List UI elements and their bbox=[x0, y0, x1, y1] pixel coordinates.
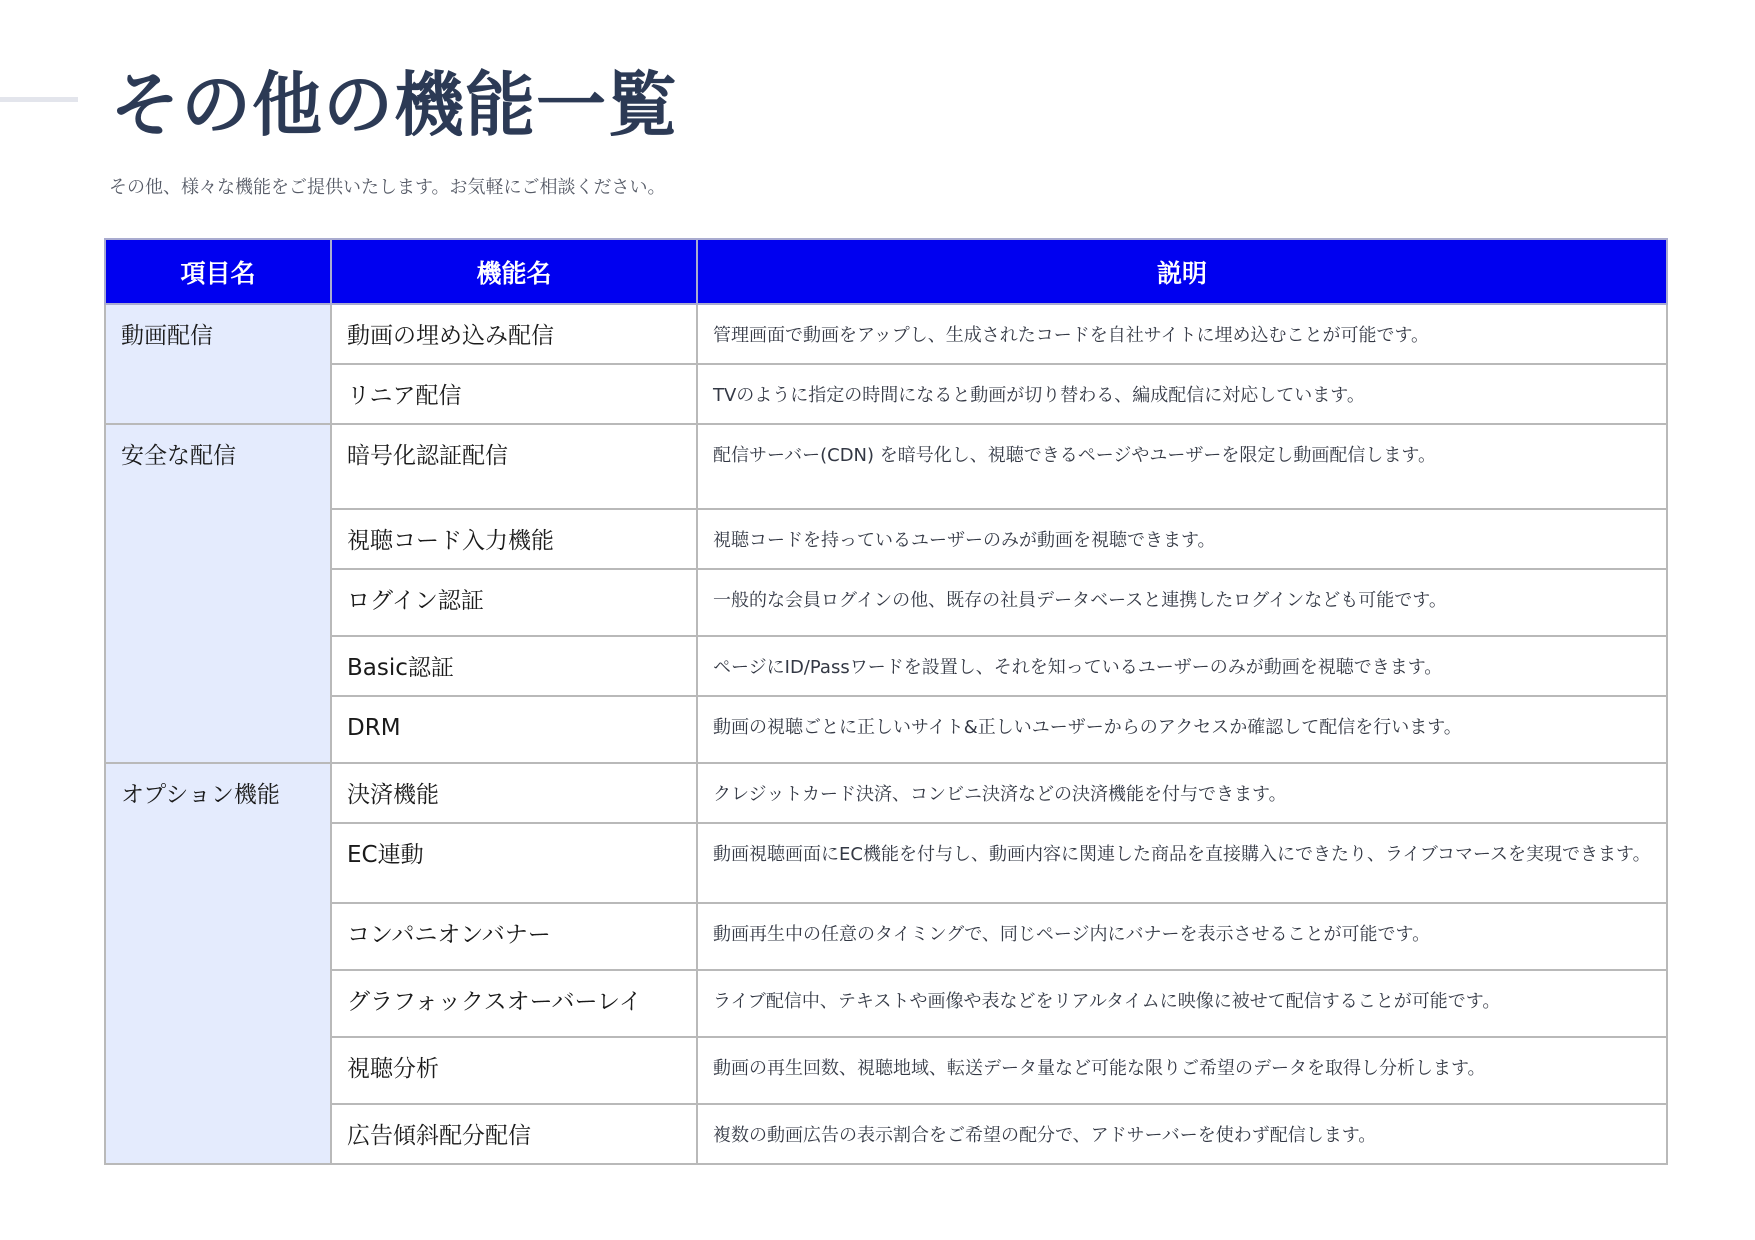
table-row bbox=[105, 424, 1667, 509]
feature-cell: 決済機能 bbox=[331, 763, 697, 823]
title-accent-line bbox=[0, 97, 78, 102]
description-cell: 配信サーバー(CDN) を暗号化し、視聴できるページやユーザーを限定し動画配信します。 bbox=[697, 424, 1667, 509]
table-header-row bbox=[105, 239, 1667, 304]
description-cell: TVのように指定の時間になると動画が切り替わる、編成配信に対応しています。 bbox=[697, 364, 1667, 424]
category-cell: 安全な配信 bbox=[105, 424, 331, 763]
table-row bbox=[105, 569, 1667, 636]
table-row bbox=[105, 1104, 1667, 1164]
table-row bbox=[105, 304, 1667, 364]
feature-cell: 視聴コード入力機能 bbox=[331, 509, 697, 569]
category-cell: 動画配信 bbox=[105, 304, 331, 424]
feature-cell: DRM bbox=[331, 696, 697, 763]
features-table bbox=[104, 238, 1668, 1165]
category-cell: オプション機能 bbox=[105, 763, 331, 1164]
feature-cell: 暗号化認証配信 bbox=[331, 424, 697, 509]
feature-cell: Basic認証 bbox=[331, 636, 697, 696]
description-cell: 視聴コードを持っているユーザーのみが動画を視聴できます。 bbox=[697, 509, 1667, 569]
table-row bbox=[105, 763, 1667, 823]
feature-cell: 視聴分析 bbox=[331, 1037, 697, 1104]
description-cell: 一般的な会員ログインの他、既存の社員データベースと連携したログインなども可能です。 bbox=[697, 569, 1667, 636]
description-cell: 動画視聴画面にEC機能を付与し、動画内容に関連した商品を直接購入にできたり、ライブコマースを実現できます。 bbox=[697, 823, 1667, 903]
feature-cell: コンパニオンバナー bbox=[331, 903, 697, 970]
page-title: その他の機能一覧 bbox=[110, 64, 678, 146]
description-cell: ページにID/Passワードを設置し、それを知っているユーザーのみが動画を視聴できます。 bbox=[697, 636, 1667, 696]
header-feature: 機能名 bbox=[331, 239, 697, 304]
table-row bbox=[105, 364, 1667, 424]
table-row bbox=[105, 1037, 1667, 1104]
description-cell: クレジットカード決済、コンビニ決済などの決済機能を付与できます。 bbox=[697, 763, 1667, 823]
description-cell: 管理画面で動画をアップし、生成されたコードを自社サイトに埋め込むことが可能です。 bbox=[697, 304, 1667, 364]
page-subtitle: その他、様々な機能をご提供いたします。お気軽にご相談ください。 bbox=[109, 177, 666, 198]
table-row bbox=[105, 696, 1667, 763]
table-row bbox=[105, 903, 1667, 970]
header-description: 説明 bbox=[697, 239, 1667, 304]
feature-cell: ログイン認証 bbox=[331, 569, 697, 636]
feature-cell: グラフォックスオーバーレイ bbox=[331, 970, 697, 1037]
table-row bbox=[105, 970, 1667, 1037]
table-row bbox=[105, 509, 1667, 569]
description-cell: 動画の視聴ごとに正しいサイト&正しいユーザーからのアクセスか確認して配信を行います。 bbox=[697, 696, 1667, 763]
feature-cell: 広告傾斜配分配信 bbox=[331, 1104, 697, 1164]
feature-cell: 動画の埋め込み配信 bbox=[331, 304, 697, 364]
feature-cell: EC連動 bbox=[331, 823, 697, 903]
description-cell: 複数の動画広告の表示割合をご希望の配分で、アドサーバーを使わず配信します。 bbox=[697, 1104, 1667, 1164]
header-category: 項目名 bbox=[105, 239, 331, 304]
table-row bbox=[105, 823, 1667, 903]
description-cell: 動画の再生回数、視聴地域、転送データ量など可能な限りご希望のデータを取得し分析します。 bbox=[697, 1037, 1667, 1104]
table-row bbox=[105, 636, 1667, 696]
feature-cell: リニア配信 bbox=[331, 364, 697, 424]
description-cell: 動画再生中の任意のタイミングで、同じページ内にバナーを表示させることが可能です。 bbox=[697, 903, 1667, 970]
description-cell: ライブ配信中、テキストや画像や表などをリアルタイムに映像に被せて配信することが可能です。 bbox=[697, 970, 1667, 1037]
